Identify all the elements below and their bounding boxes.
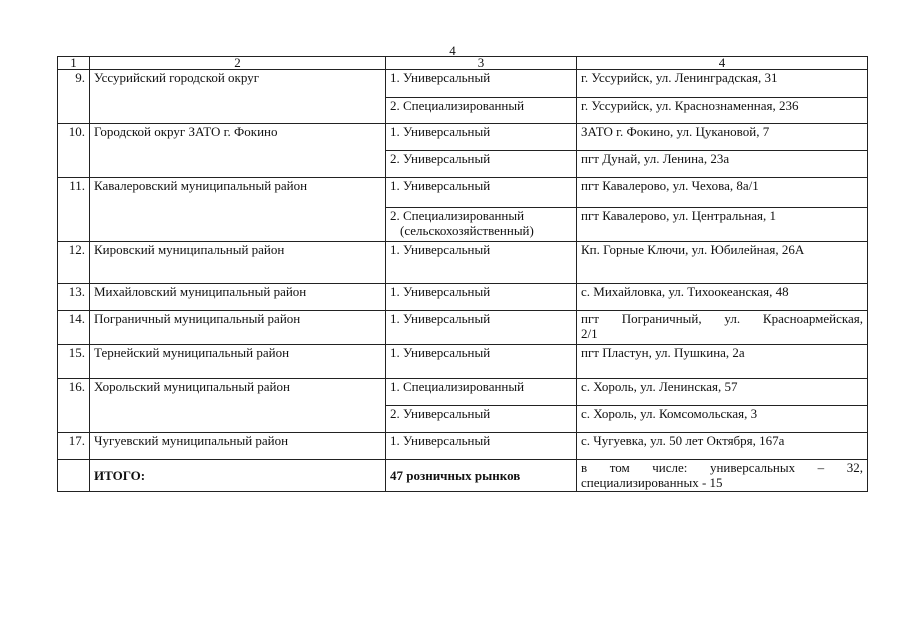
market-type: 1. Универсальный: [386, 311, 577, 345]
row-number: 12.: [58, 242, 90, 284]
table-row: [58, 178, 868, 208]
header-cell: 4: [577, 57, 868, 70]
market-type: 1. Универсальный: [386, 124, 577, 151]
market-address: ЗАТО г. Фокино, ул. Цукановой, 7: [577, 124, 868, 151]
header-cell: 2: [90, 57, 386, 70]
total-num-cell: [58, 460, 90, 492]
market-type: 1. Универсальный: [386, 242, 577, 284]
market-type: 2. Специализированный: [390, 208, 525, 223]
header-cell: 1: [58, 57, 90, 70]
market-address: с. Хороль, ул. Ленинская, 57: [577, 379, 868, 406]
district-name: Кавалеровский муниципальный район: [90, 178, 386, 242]
row-number: 10.: [58, 124, 90, 178]
market-type: 1. Специализированный: [386, 379, 577, 406]
table-row: [58, 284, 868, 311]
district-name: Хорольский муниципальный район: [90, 379, 386, 433]
row-number: 15.: [58, 345, 90, 379]
total-detail-extra: специализированных - 15: [581, 475, 723, 490]
market-type: 2. Универсальный: [386, 406, 577, 433]
row-number: 11.: [58, 178, 90, 242]
total-row: [58, 460, 868, 492]
district-name: Уссурийский городской округ: [90, 70, 386, 124]
market-address: пгт Кавалерово, ул. Чехова, 8а/1: [577, 178, 868, 208]
market-address: пгт Кавалерово, ул. Центральная, 1: [577, 208, 868, 242]
district-name: Кировский муниципальный район: [90, 242, 386, 284]
row-number: 13.: [58, 284, 90, 311]
header-row: [58, 57, 868, 70]
market-type: 1. Универсальный: [386, 433, 577, 460]
total-value: 47 розничных рынков: [386, 460, 577, 492]
market-type: 1. Универсальный: [386, 178, 577, 208]
market-type-extra: (сельскохозяйственный): [400, 223, 534, 238]
row-number: 14.: [58, 311, 90, 345]
market-type-cell: [386, 208, 577, 242]
market-address: пгт Пограничный, ул. Красноармейская,: [581, 311, 863, 326]
market-type: 1. Универсальный: [386, 345, 577, 379]
row-number: 16.: [58, 379, 90, 433]
market-address-cell: [577, 311, 868, 345]
district-name: Чугуевский муниципальный район: [90, 433, 386, 460]
total-detail: в том числе: универсальных – 32,: [581, 460, 863, 475]
market-address: пгт Пластун, ул. Пушкина, 2а: [577, 345, 868, 379]
district-name: Пограничный муниципальный район: [90, 311, 386, 345]
market-address: г. Уссурийск, ул. Краснознаменная, 236: [577, 98, 868, 124]
market-type: 1. Универсальный: [386, 70, 577, 98]
market-address: с. Хороль, ул. Комсомольская, 3: [577, 406, 868, 433]
markets-table: [57, 56, 868, 492]
table-row: [58, 345, 868, 379]
row-number: 17.: [58, 433, 90, 460]
table-row: [58, 242, 868, 284]
market-address-extra: 2/1: [581, 326, 598, 341]
market-type: 2. Универсальный: [386, 151, 577, 178]
district-name: Городской округ ЗАТО г. Фокино: [90, 124, 386, 178]
market-type: 2. Специализированный: [386, 98, 577, 124]
header-cell: 3: [386, 57, 577, 70]
table-row: [58, 379, 868, 406]
market-address: с. Чугуевка, ул. 50 лет Октября, 167а: [577, 433, 868, 460]
market-type: 1. Универсальный: [386, 284, 577, 311]
table-row: [58, 124, 868, 151]
market-address: пгт Дунай, ул. Ленина, 23а: [577, 151, 868, 178]
market-address: г. Уссурийск, ул. Ленинградская, 31: [577, 70, 868, 98]
total-detail-cell: [577, 460, 868, 492]
district-name: Тернейский муниципальный район: [90, 345, 386, 379]
market-address: с. Михайловка, ул. Тихоокеанская, 48: [577, 284, 868, 311]
row-number: 9.: [58, 70, 90, 124]
market-address: Кп. Горные Ключи, ул. Юбилейная, 26А: [577, 242, 868, 284]
total-label: ИТОГО:: [90, 460, 386, 492]
page-number: 4: [449, 43, 456, 58]
table-row: [58, 70, 868, 98]
table-row: [58, 311, 868, 345]
table-row: [58, 433, 868, 460]
district-name: Михайловский муниципальный район: [90, 284, 386, 311]
